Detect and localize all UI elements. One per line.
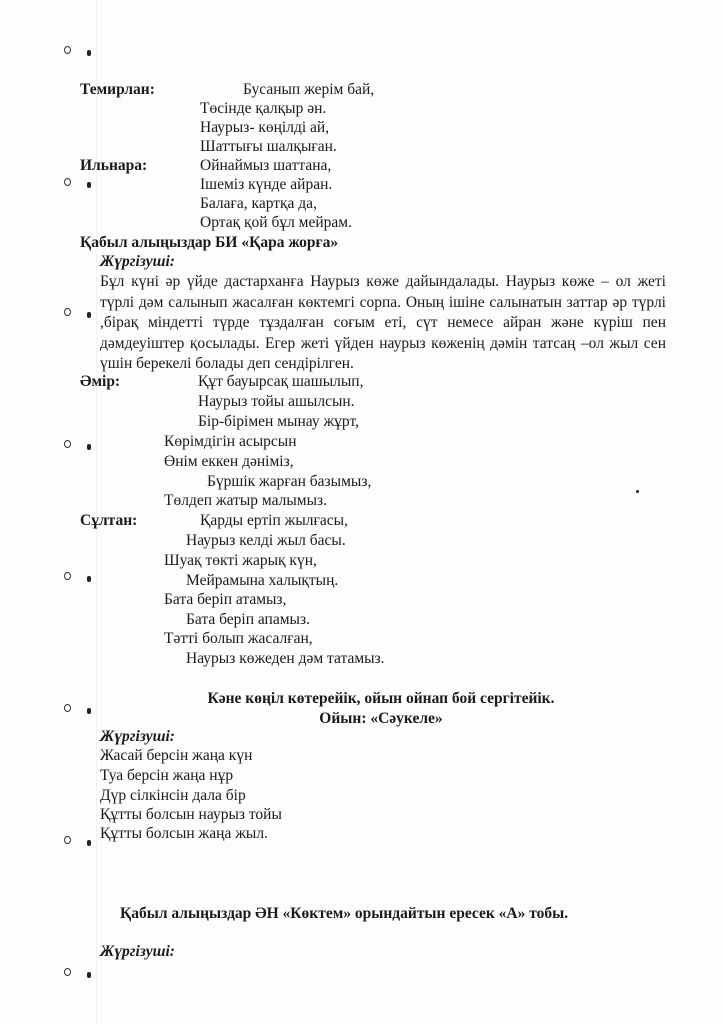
speaker-ilnara: Ильнара: (80, 157, 148, 174)
verse-line: Құтты болсын наурыз тойы (100, 806, 282, 823)
verse-line: Бата беріп атамыз, (164, 591, 287, 608)
host-paragraph: Бұл күні әр үйде дастарханға Наурыз көже дайындалады. Наурыз көже – ол жеті түрлі дәм салынып жасалған көктемгі сорпа. Оның ішіне салынатын заттар әр түрлі ,бірақ міндетті түрде тұздалған соғым еті, сүт немесе айран және күріш пен дәмдеуіштер қосылады. Егер жеті үйден наурыз көженің дәмін татсаң –ол жыл сен үшін берекелі болады деп сендірілген. (100, 273, 666, 373)
verse-line: Мейрамына халықтың. (186, 572, 339, 589)
verse-line: Дүр сілкінсін дала бір (100, 787, 246, 804)
verse-line: Шаттығы шалқыған. (200, 138, 337, 155)
game-heading: Кәне көңіл көтерейік, ойын ойнап бой сергітейік. (207, 690, 555, 707)
dance-heading: Қабыл алыңыздар БИ «Қара жорға» (80, 234, 339, 251)
host-label: Жүргізуші: (100, 943, 175, 960)
verse-line: Құтты болсын жаңа жыл. (100, 825, 268, 842)
verse-line: Туа берсін жаңа нұр (100, 767, 234, 784)
host-label: Жүргізуші: (100, 253, 175, 270)
verse-line: Ортақ қой бұл мейрам. (200, 214, 352, 231)
verse-line: Өнім еккен дәніміз, (164, 453, 294, 470)
verse-line: Наурыз- көңілді ай, (200, 119, 330, 136)
verse-line: Қарды ертіп жылғасы, (200, 512, 348, 529)
verse-line: Бата беріп апамыз. (186, 611, 310, 628)
verse-line: Тәтті болып жасалған, (164, 630, 313, 647)
verse-line: Бір-бірімен мынау жұрт, (198, 413, 359, 430)
verse-line: Төлдеп жатыр малымыз. (164, 492, 327, 509)
verse-line: Наурыз келді жыл басы. (186, 532, 346, 549)
game-title: Ойын: «Сәукеле» (319, 710, 443, 727)
verse-line: Бүршік жарған базымыз, (207, 473, 372, 490)
host-label: Жүргізуші: (100, 728, 175, 745)
speaker-sultan: Сұлтан: (80, 512, 138, 529)
verse-line: Шуақ төкті жарық күн, (164, 552, 317, 569)
verse-line: Наурыз көжеден дәм татамыз. (186, 650, 385, 667)
verse-line: Төсінде қалқыр ән. (200, 100, 327, 117)
speaker-temirlan: Темирлан: (80, 81, 155, 98)
verse-line: Құт бауырсақ шашылып, (198, 373, 364, 390)
verse-line: Ойнаймыз шаттана, (200, 157, 332, 174)
verse-line: Балаға, картқа да, (200, 195, 317, 212)
verse-line: Көрімдігін асырсын (164, 433, 297, 450)
verse-line: Наурыз тойы ашылсын. (198, 393, 355, 410)
verse-line: Жасай берсін жаңа күн (100, 747, 253, 764)
song-heading: Қабыл алыңыздар ӘН «Көктем» орындайтын ересек «А» тобы. (120, 905, 569, 922)
verse-line: Бусанып жерім бай, (243, 81, 375, 98)
speaker-amir: Әмір: (80, 373, 121, 390)
verse-line: Ішеміз күнде айран. (200, 176, 333, 193)
